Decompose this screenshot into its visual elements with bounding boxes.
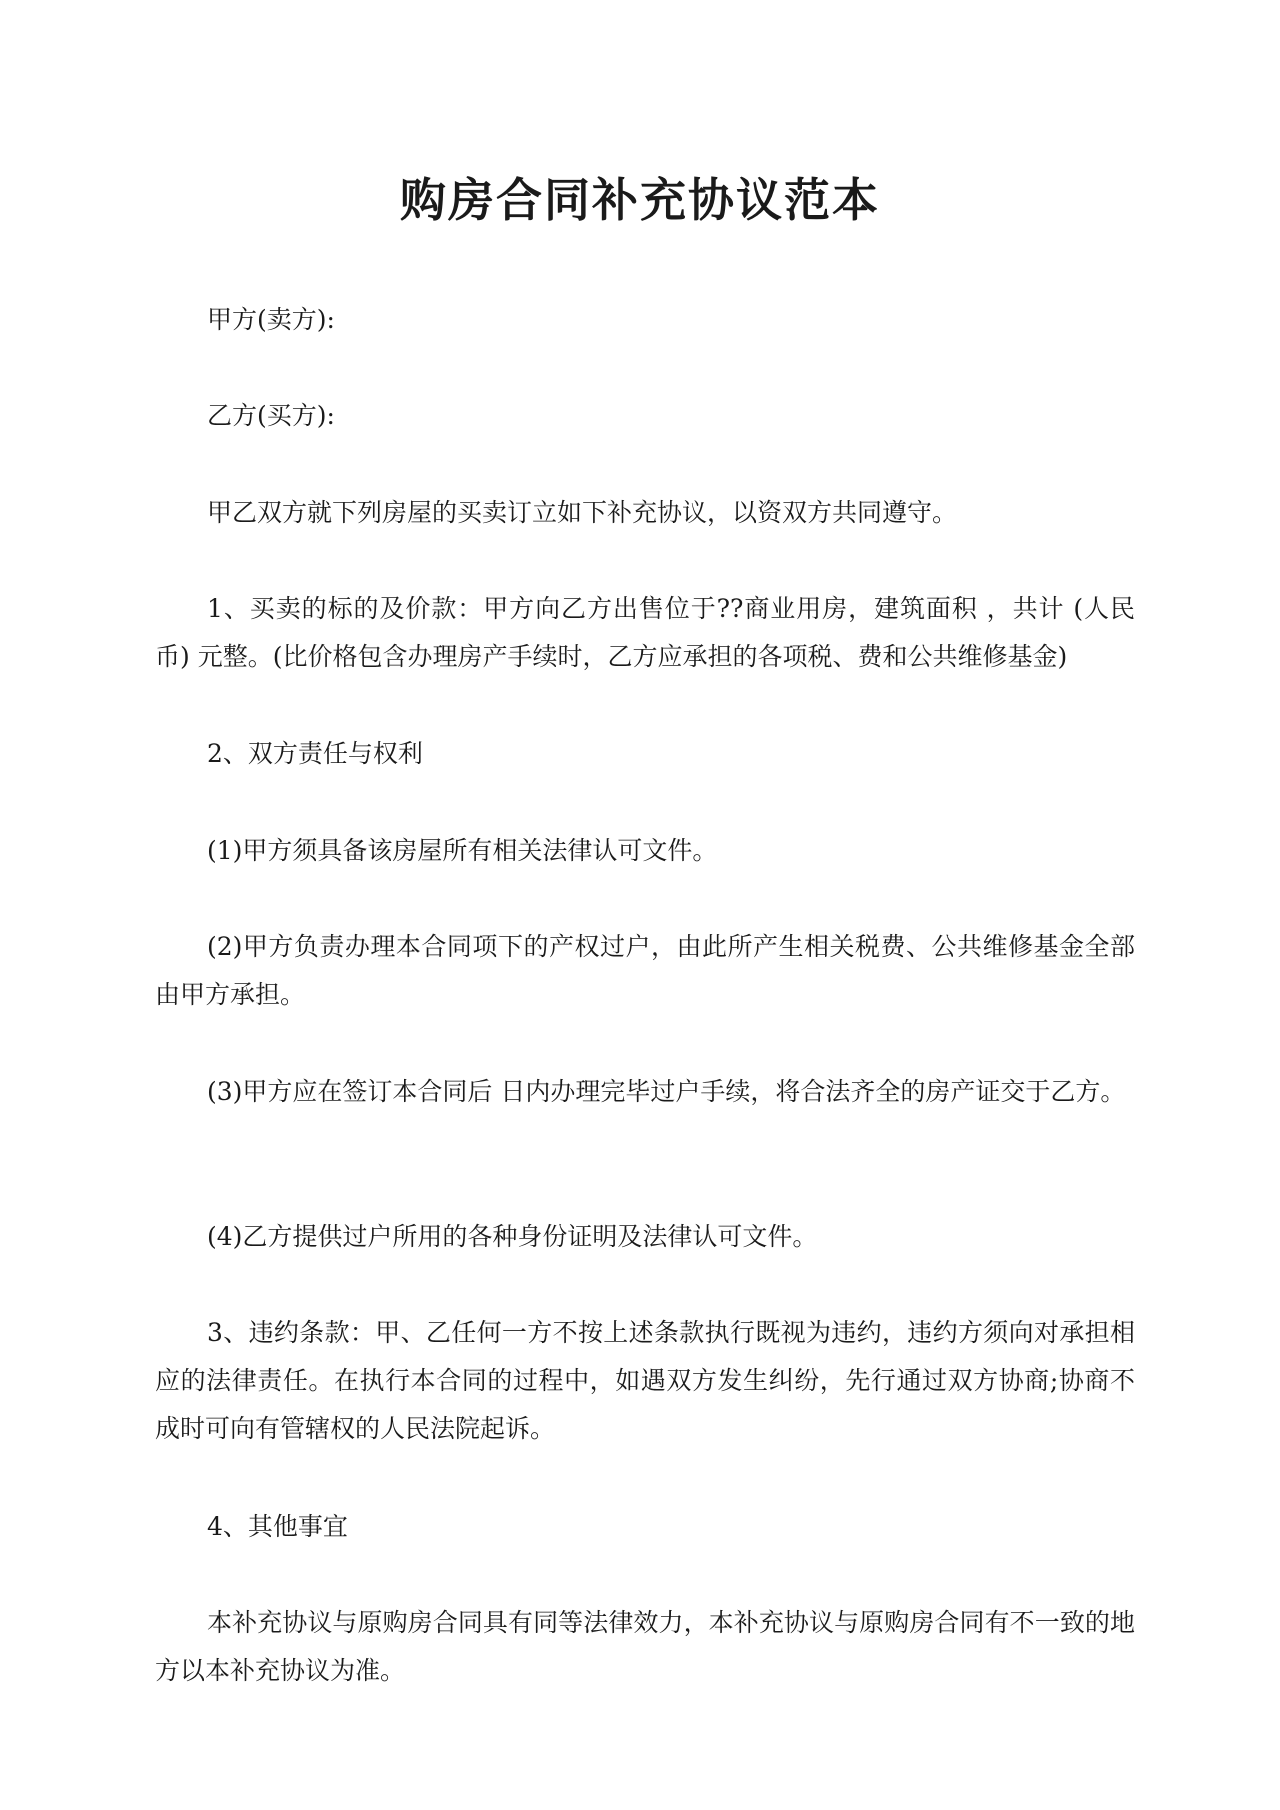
- closing-paragraph: 本补充协议与原购房合同具有同等法律效力，本补充协议与原购房合同有不一致的地方以本补充协议为准。: [155, 1608, 1135, 1685]
- page-title: 购房合同补充协议范本: [400, 173, 880, 227]
- clause-2-item-3: (3)甲方应在签订本合同后 日内办理完毕过户手续，将合法齐全的房产证交于乙方。: [207, 1077, 1126, 1106]
- clause-2-item-4: (4)乙方提供过户所用的各种身份证明及法律认可文件。: [207, 1222, 818, 1251]
- clause-4-heading: 4、其他事宜: [207, 1512, 348, 1541]
- clause-2-item-2: (2)甲方负责办理本合同项下的产权过户，由此所产生相关税费、公共维修基金全部由甲方承担。: [155, 932, 1135, 1009]
- clause-3-paragraph: 3、违约条款：甲、乙任何一方不按上述条款执行既视为违约，违约方须向对承担相应的法律责任。在执行本合同的过程中，如遇双方发生纠纷，先行通过双方协商;协商不成时可向有管辖权的人民法院起诉。: [155, 1318, 1135, 1443]
- clause-1-paragraph: 1、买卖的标的及价款：甲方向乙方出售位于??商业用房，建筑面积 ，共计 (人民币) 元整。(比价格包含办理房产手续时，乙方应承担的各项税、费和公共维修基金): [155, 594, 1135, 671]
- clause-2-heading: 2、双方责任与权利: [207, 739, 423, 768]
- party-b-line: 乙方(买方):: [207, 401, 335, 430]
- intro-paragraph: 甲乙双方就下列房屋的买卖订立如下补充协议，以资双方共同遵守。: [207, 498, 958, 527]
- party-a-line: 甲方(卖方):: [207, 305, 335, 334]
- clause-2-item-1: (1)甲方须具备该房屋所有相关法律认可文件。: [207, 836, 718, 865]
